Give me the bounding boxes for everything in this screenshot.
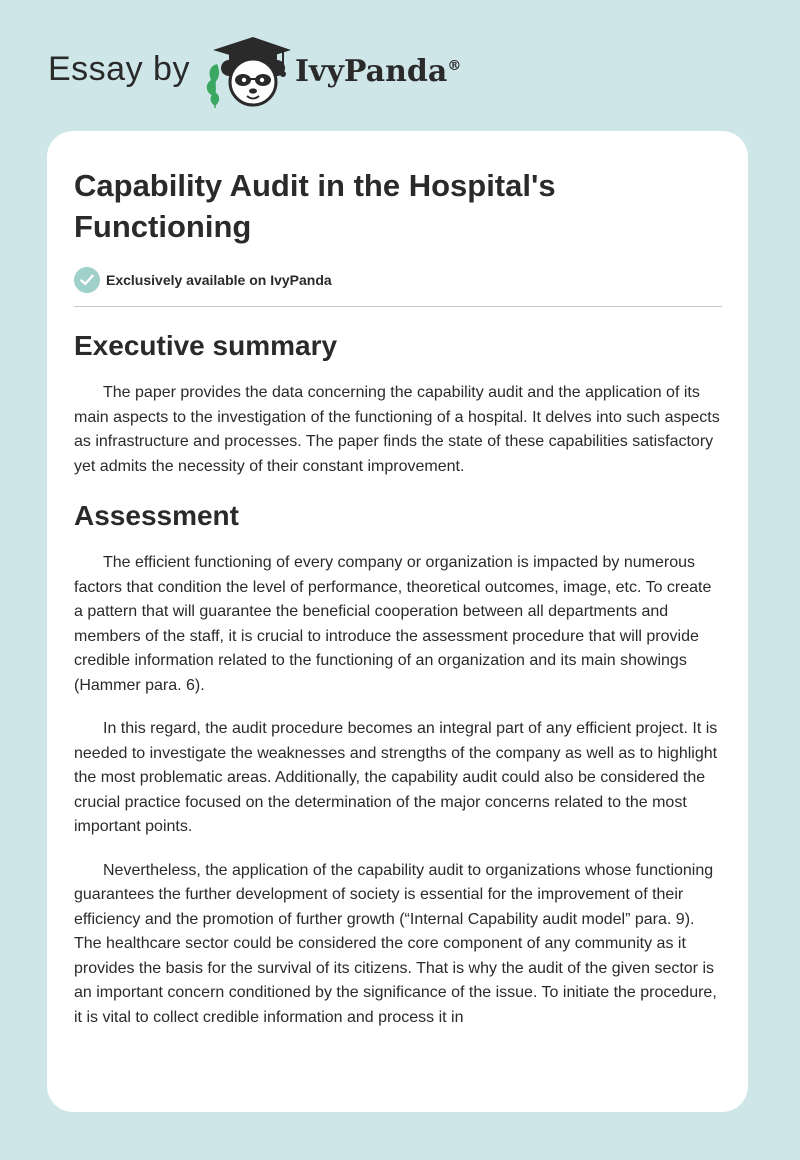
brand-name[interactable] bbox=[295, 54, 461, 89]
paragraph: In this regard, the audit procedure becomes an integral part of any efficient project. It is needed to investigate the weaknesses and strengths of the company as well as to highlight the most problematic areas. Additionally, the capability audit could also be considered the crucial practice focused on the determination of the major concerns related to the most important points. bbox=[74, 720, 718, 835]
panda-graduate-logo-icon[interactable] bbox=[203, 34, 293, 110]
essay-by-label: Essay by bbox=[48, 50, 190, 88]
section-heading-assessment: Assessment bbox=[74, 500, 239, 531]
check-circle-icon bbox=[74, 267, 100, 293]
registered-mark: ® bbox=[447, 58, 462, 74]
site-header bbox=[48, 34, 548, 114]
divider bbox=[74, 306, 722, 307]
page-title: Capability Audit in the Hospital's Functioning bbox=[74, 168, 556, 244]
article-content bbox=[74, 165, 724, 1030]
paragraph: The paper provides the data concerning the capability audit and the application of its main aspects to the investigation of the functioning of a hospital. It delves into such aspects as infrastructure and processes. The paper finds the state of these capabilities satisfactory yet admits the necessity of their constant improvement. bbox=[74, 384, 720, 475]
badge-label: Exclusively available on IvyPanda bbox=[106, 272, 332, 288]
section-heading-executive-summary: Executive summary bbox=[74, 330, 338, 361]
paragraph: Nevertheless, the application of the capability audit to organizations whose functioning guarantees the further development of society is essential for the improvement of their efficiency and the promotion of further growth (“Internal Capability audit model” para. 9). The healthcare sector could be considered the core component of any community as it provides the basis for the survival of its citizens. That is why the audit of the given sector is an important concern conditioned by the significance of the issue. To initiate the procedure, it is vital to collect credible information and process it in bbox=[74, 861, 717, 1026]
article-card bbox=[47, 131, 748, 1112]
brand-label: IvyPanda bbox=[295, 54, 448, 89]
exclusive-badge bbox=[74, 267, 724, 293]
paragraph: The efficient functioning of every company or organization is impacted by numerous factors that condition the level of performance, theoretical outcomes, image, etc. To create a pattern that will guarantee the beneficial cooperation between all departments and members of the staff, it is crucial to introduce the assessment procedure that will provide credible information related to the functioning of an organization and its main showings (Hammer para. 6). bbox=[74, 554, 712, 694]
